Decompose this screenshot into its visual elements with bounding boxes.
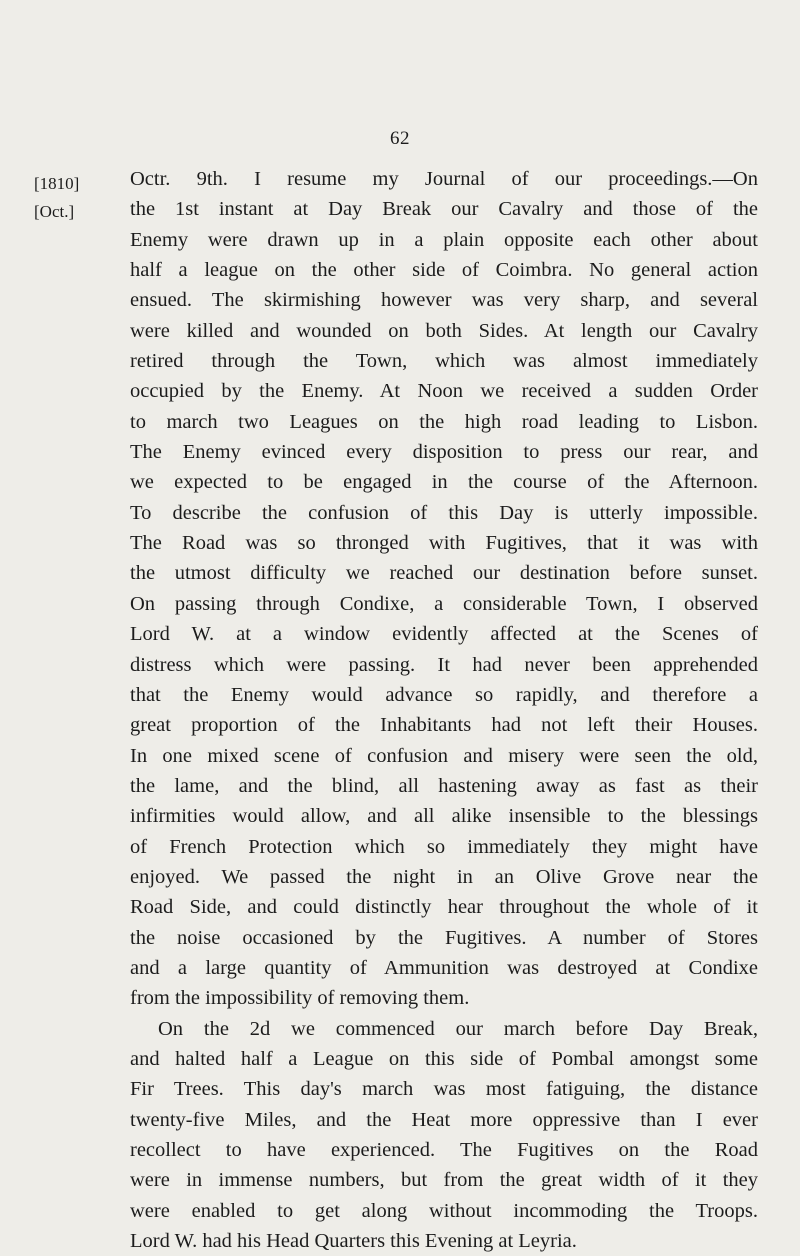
text-line: the noise occasioned by the Fugitives. A number of Stores bbox=[130, 926, 758, 949]
text-line: and halted half a League on this side of Pombal amongst some bbox=[130, 1047, 758, 1070]
text-line: from the impossibility of removing them. bbox=[130, 987, 470, 1010]
text-line: the utmost difficulty we reached our destination before sunset. bbox=[130, 562, 758, 585]
text-line: To describe the confusion of this Day is utterly impossible. bbox=[130, 501, 758, 524]
text-line: Lord W. had his Head Quarters this Evening at Leyria. bbox=[130, 1230, 577, 1253]
text-line: occupied by the Enemy. At Noon we received a sudden Order bbox=[130, 380, 758, 403]
text-line: were in immense numbers, but from the great width of it they bbox=[130, 1169, 758, 1192]
text-line: great proportion of the Inhabitants had not left their Houses. bbox=[130, 714, 758, 737]
text-line: infirmities would allow, and all alike insensible to the blessings bbox=[130, 805, 758, 828]
text-line: and a large quantity of Ammunition was destroyed at Condixe bbox=[130, 956, 758, 979]
text-line: recollect to have experienced. The Fugitives on the Road bbox=[130, 1139, 758, 1161]
text-line: enjoyed. We passed the night in an Olive Grove near the bbox=[130, 865, 758, 888]
text-line: distress which were passing. It had never been apprehended bbox=[130, 653, 758, 676]
text-line: ensued. The skirmishing however was very sharp, and several bbox=[130, 289, 758, 312]
text-line: The Road was so thronged with Fugitives, that it was with bbox=[130, 532, 758, 555]
margin-year: [1810] bbox=[34, 174, 80, 193]
text-line: On the 2d we commenced our march before Day Break, bbox=[158, 1017, 758, 1040]
text-line: were killed and wounded on both Sides. At length our Cavalry bbox=[130, 319, 758, 342]
text-line: Octr. 9th. I resume my Journal of our proceedings.—On bbox=[130, 168, 758, 190]
text-line: to march two Leagues on the high road leading to Lisbon. bbox=[130, 410, 758, 433]
margin-notes bbox=[34, 170, 79, 226]
text-line: we expected to be engaged in the course of the Afternoon. bbox=[130, 471, 758, 494]
margin-month: [Oct.] bbox=[34, 202, 75, 221]
text-line: of French Protection which so immediately they might have bbox=[130, 835, 758, 858]
text-line: the lame, and the blind, all hastening away as fast as their bbox=[130, 774, 758, 797]
text-line: the 1st instant at Day Break our Cavalry and those of the bbox=[130, 198, 758, 221]
text-line: Enemy were drawn up in a plain opposite each other about bbox=[130, 228, 758, 251]
page-number: 62 bbox=[390, 128, 410, 149]
journal-entry-text bbox=[130, 164, 758, 1256]
text-line: The Enemy evinced every disposition to press our rear, and bbox=[130, 441, 758, 464]
text-line: On passing through Condixe, a considerable Town, I observed bbox=[130, 592, 758, 615]
text-line: In one mixed scene of confusion and misery were seen the old, bbox=[130, 744, 758, 767]
text-line: retired through the Town, which was almost immediately bbox=[130, 350, 758, 373]
text-line: that the Enemy would advance so rapidly, and therefore a bbox=[130, 683, 758, 706]
text-line: Lord W. at a window evidently affected at the Scenes of bbox=[130, 623, 758, 646]
text-line: were enabled to get along without incommoding the Troops. bbox=[130, 1199, 758, 1222]
text-line: Road Side, and could distinctly hear throughout the whole of it bbox=[130, 896, 758, 919]
text-line: Fir Trees. This day's march was most fatiguing, the distance bbox=[130, 1078, 758, 1101]
text-line: half a league on the other side of Coimbra. No general action bbox=[130, 259, 758, 282]
text-line: twenty-five Miles, and the Heat more oppressive than I ever bbox=[130, 1108, 758, 1131]
